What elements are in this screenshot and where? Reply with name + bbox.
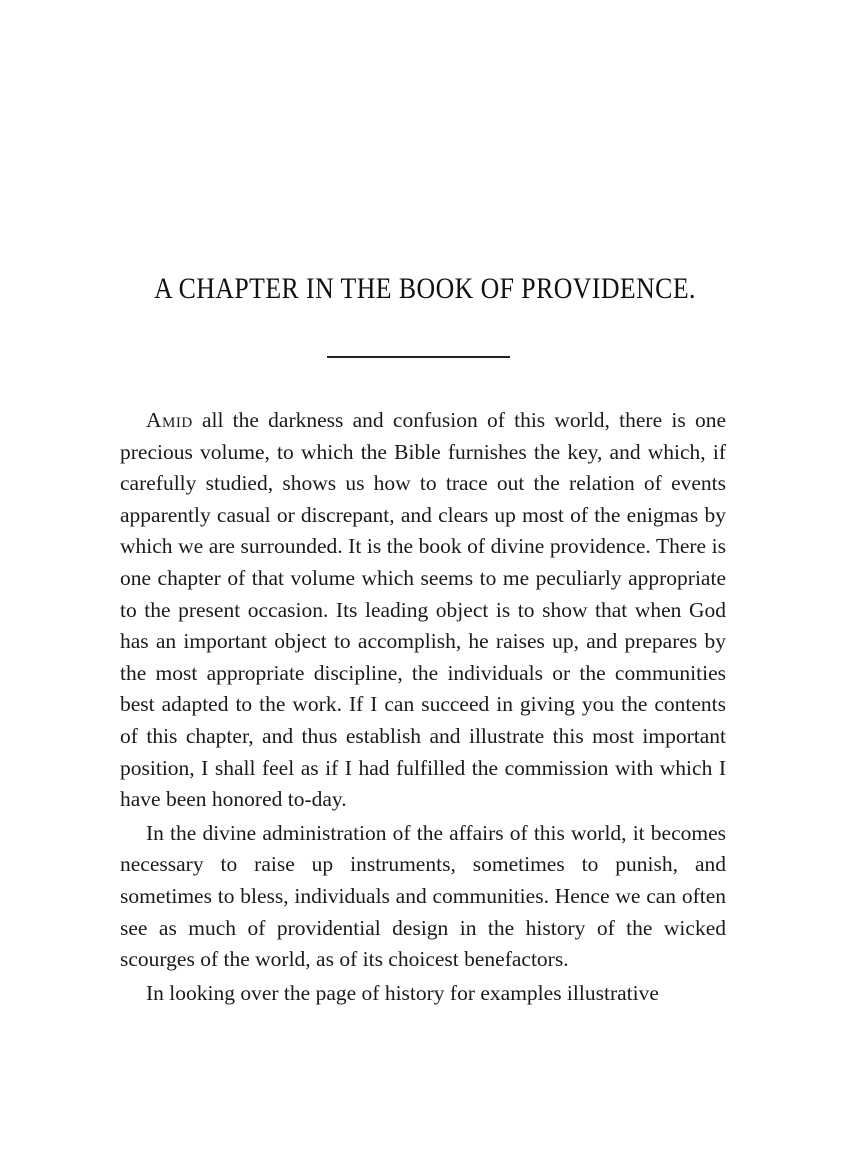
body-text [120, 405, 726, 1009]
paragraph-lead-word: Amid [146, 408, 193, 432]
paragraph-1 [120, 405, 726, 816]
paragraph-1-text: all the darkness and confusion of this world, there is one precious volume, to which the Bible furnishes the key, and which, if carefully studied, shows us how to trace out the relation of events apparently casual or discrepant, and clears up most of the enigmas by which we are surrounded. It is the book of divine providence. There is one chapter of that volume which seems to me peculiarly appropriate to the present occasion. Its leading object is to show that when God has an important object to accomplish, he raises up, and prepares by the most appropriate discipline, the individuals or the communities best adapted to the work. If I can succeed in giving you the contents of this chapter, and thus establish and illustrate this most important position, I shall feel as if I had fulfilled the commission with which I have been honored to-day. [120, 408, 726, 812]
paragraph-3: In looking over the page of history for examples illustrative [146, 980, 659, 1005]
title-divider [327, 356, 510, 358]
chapter-title: A CHAPTER IN THE BOOK OF PROVIDENCE. [154, 272, 696, 305]
paragraph-2: In the divine administration of the affairs of this world, it becomes necessary to raise up instruments, sometimes to punish, and sometimes to bless, individuals and communities. Hence we can often see as much of providential design in the history of the wicked scourges of the world, as of its choicest benefactors. [120, 820, 726, 972]
